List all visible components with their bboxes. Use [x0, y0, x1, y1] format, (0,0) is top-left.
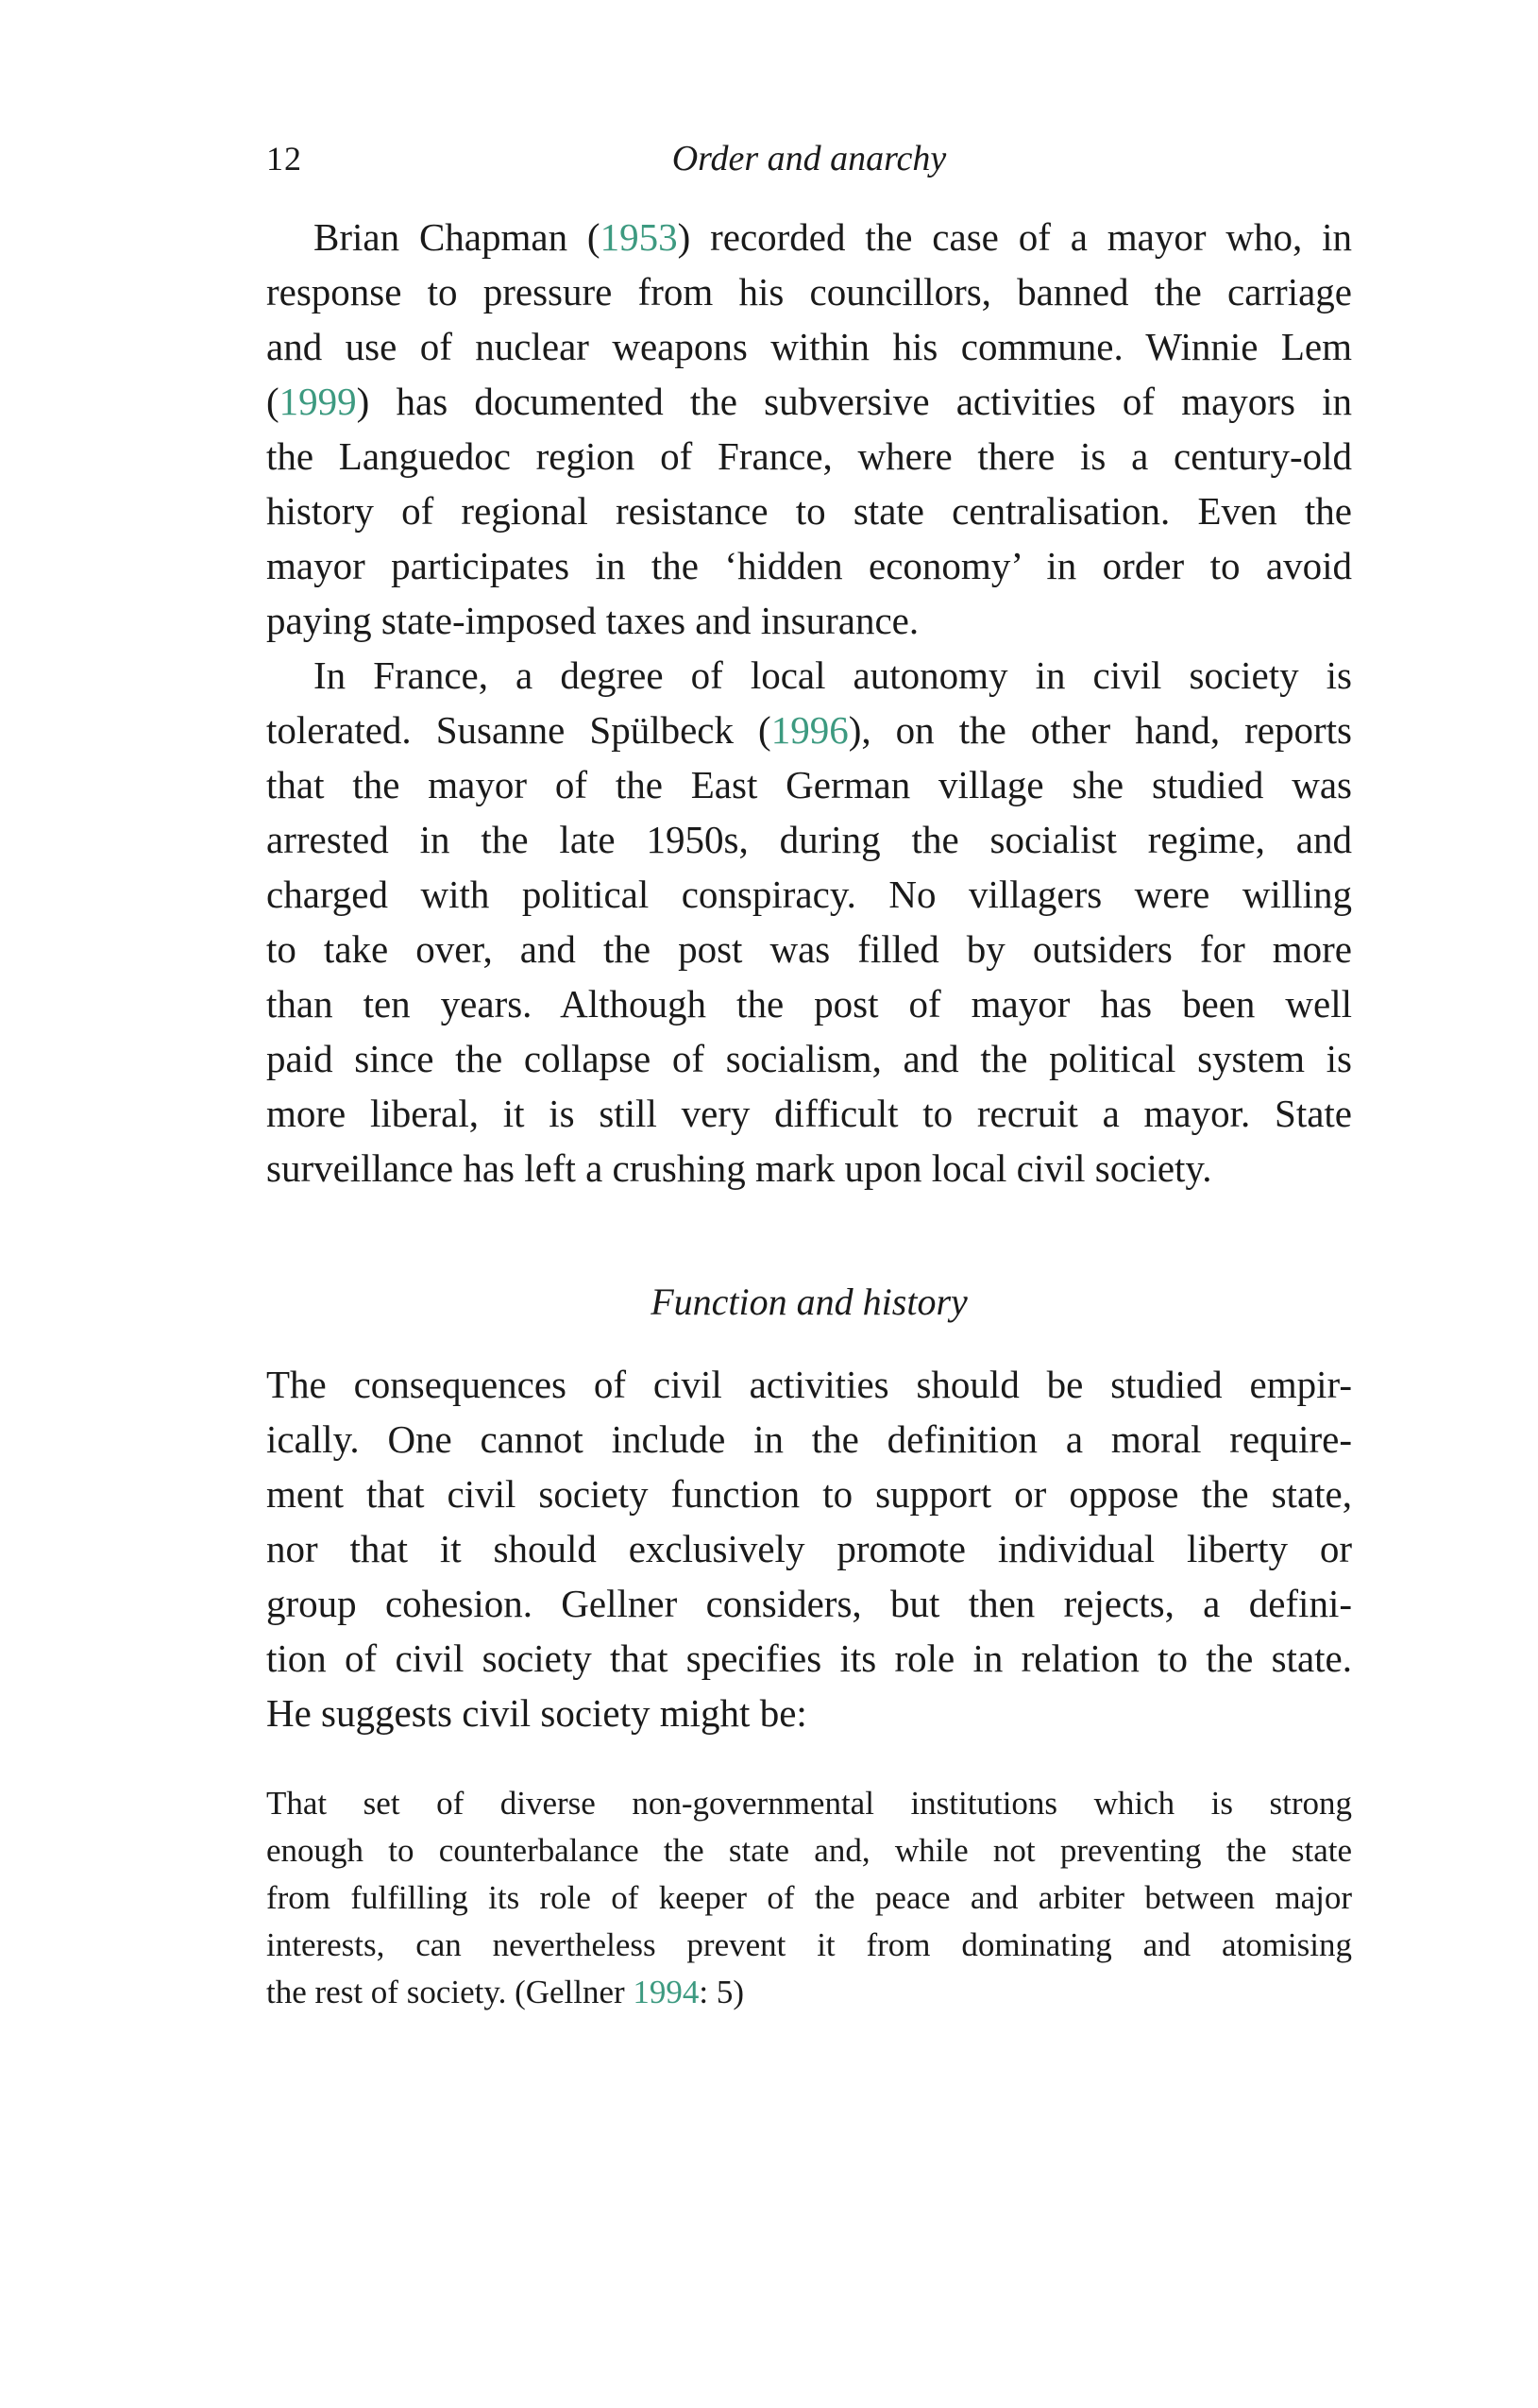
quote-line: enough to counterbalance the state and, while not preventing the state [266, 1832, 1352, 1869]
text-line: that the mayor of the East German village she studied was [266, 763, 1352, 806]
text-line: ically. One cannot include in the definition a moral require- [266, 1417, 1352, 1461]
text-line: charged with political conspiracy. No villagers were willing [266, 873, 1352, 916]
text-line: Brian Chapman (1953) recorded the case of a mayor who, in [313, 215, 1352, 259]
section-heading: Function and history [651, 1280, 968, 1323]
citation-link-1996[interactable]: 1996 [770, 708, 849, 752]
paragraph-2 [266, 648, 1352, 1196]
citation-link-1994[interactable]: 1994 [633, 1974, 700, 2010]
citation-link-1953[interactable]: 1953 [600, 215, 678, 259]
quote-line: the rest of society. (Gellner 1994: 5) [266, 1974, 745, 2010]
block-quote [266, 1780, 1352, 2016]
paragraph-3 [266, 1357, 1352, 1740]
text-line: and use of nuclear weapons within his commune. Winnie Lem [266, 325, 1352, 368]
citation-link-1999[interactable]: 1999 [279, 380, 357, 423]
text-line: nor that it should exclusively promote individual liberty or [266, 1527, 1352, 1570]
running-title: Order and anarchy [671, 139, 947, 178]
quote-line: That set of diverse non-governmental institutions which is strong [266, 1785, 1352, 1822]
paragraph-1 [266, 210, 1352, 648]
quote-line: from fulfilling its role of keeper of the peace and arbiter between major [266, 1879, 1352, 1916]
text-line: paid since the collapse of socialism, and the political system is [266, 1037, 1352, 1080]
page-number: 12 [266, 140, 302, 178]
quote-line: interests, can nevertheless prevent it from dominating and atomising [266, 1926, 1352, 1963]
text-line: history of regional resistance to state centralisation. Even the [266, 489, 1352, 533]
text-line: more liberal, it is still very difficult to recruit a mayor. State [266, 1092, 1352, 1135]
running-head [266, 132, 1352, 189]
text-line: mayor participates in the ‘hidden economy’ in order to avoid [266, 544, 1352, 587]
text-line: the Languedoc region of France, where there is a century-old [266, 434, 1352, 478]
text-line: (1999) has documented the subversive activities of mayors in [266, 380, 1352, 423]
text-line: paying state-imposed taxes and insurance. [266, 599, 920, 642]
text-line: In France, a degree of local autonomy in civil society is [313, 653, 1352, 697]
text-line: The consequences of civil activities should be studied empir- [266, 1363, 1352, 1406]
text-line: group cohesion. Gellner considers, but then rejects, a defini- [266, 1582, 1352, 1625]
text-line: tion of civil society that specifies its role in relation to the state. [266, 1636, 1352, 1680]
text-line: ment that civil society function to support or oppose the state, [266, 1472, 1352, 1516]
text-line: response to pressure from his councillors, banned the carriage [266, 270, 1352, 314]
text-line: to take over, and the post was filled by outsiders for more [266, 927, 1352, 971]
text-line: tolerated. Susanne Spülbeck (1996), on the other hand, reports [266, 708, 1352, 752]
text-line: arrested in the late 1950s, during the socialist regime, and [266, 818, 1352, 861]
text-line: surveillance has left a crushing mark upon local civil society. [266, 1146, 1212, 1190]
text-line: He suggests civil society might be: [266, 1691, 807, 1735]
text-line: than ten years. Although the post of mayor has been well [266, 982, 1352, 1026]
